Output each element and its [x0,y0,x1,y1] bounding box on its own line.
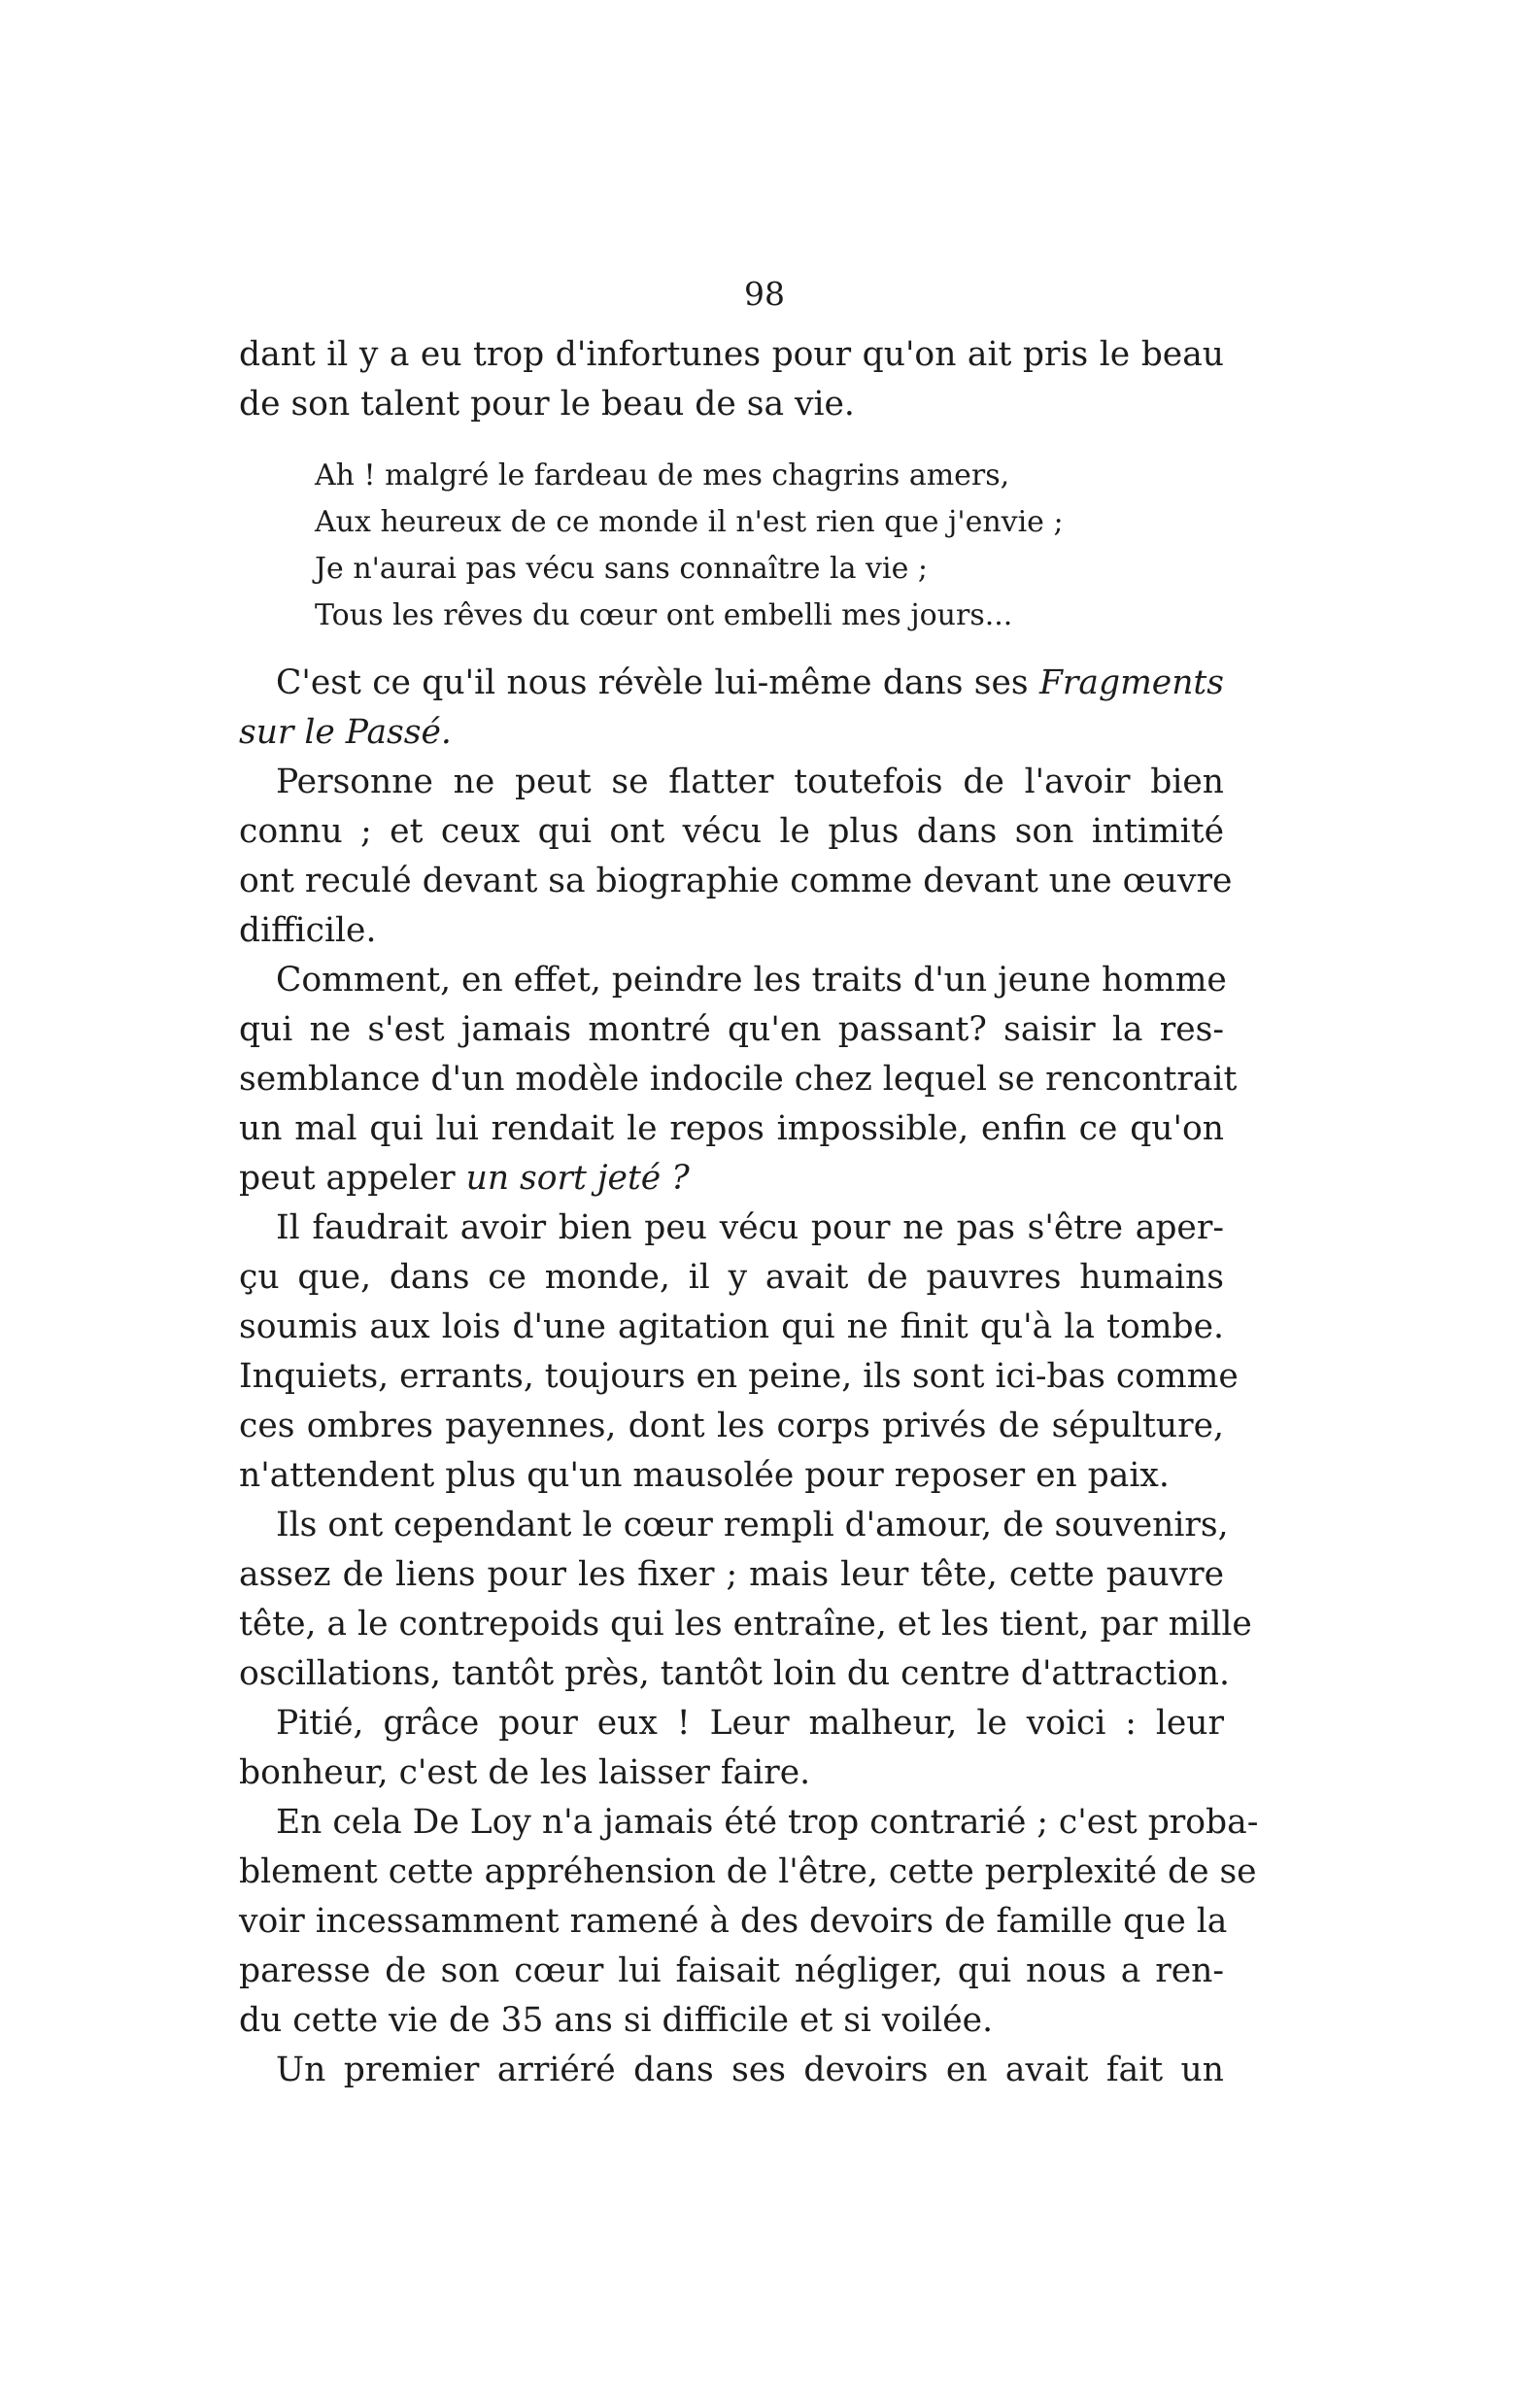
paragraph-pitie [239,1699,1224,1798]
page-number: 98 [744,275,785,313]
text-line: En cela De Loy n'a jamais été trop contrarié ; c'est proba- [276,1803,1259,1842]
paragraph-il-faudrait [239,1204,1239,1501]
text-line: Comment, en effet, peindre les traits d'un jeune homme [276,961,1227,1000]
paragraph-personne [239,758,1233,956]
text-line: Personne ne peut se flatter toutefois de l'avoir bien [276,763,1224,801]
text-line: bonheur, c'est de les laisser faire. [239,1753,811,1792]
text-line: oscillations, tantôt près, tantôt loin du centre d'attraction. [239,1654,1230,1693]
opening-paragraph [239,330,1224,429]
text-line: qui ne s'est jamais montré qu'en passant? saisir la res- [239,1010,1224,1049]
text-line: paresse de son cœur lui faisait négliger, qui nous a ren- [239,1951,1224,1990]
text-segment: C'est ce qu'il nous révèle lui-même dans ses [276,663,1029,702]
paragraph-fragments [239,659,1224,758]
text-line: ont reculé devant sa biographie comme devant une œuvre [239,862,1233,900]
text-line [239,1154,1224,1204]
text-line: blement cette appréhension de l'être, cette perplexité de se [239,1852,1257,1891]
text-line: Il faudrait avoir bien peu vécu pour ne pas s'être aper- [276,1208,1224,1247]
text-line: Pitié, grâce pour eux ! Leur malheur, le voici : leur [276,1704,1224,1743]
text-line: Ils ont cependant le cœur rempli d'amour, de souvenirs, [276,1506,1229,1544]
text-line: semblance d'un modèle indocile chez lequel se rencontrait [239,1060,1238,1099]
paragraph-un-premier [239,2046,1224,2095]
text-line: du cette vie de 35 ans si difficile et si voilée. [239,2001,994,2040]
poem-verse: Tous les rêves du cœur ont embelli mes jours... [315,598,1013,632]
text-line: de son talent pour le beau de sa vie. [239,385,855,424]
page-text [239,330,1259,2095]
poem-verse: Je n'aurai pas vécu sans connaître la vie ; [315,552,928,586]
text-line: difficile. [239,911,377,950]
text-line [239,659,1224,708]
paragraph-ils-ont [239,1501,1252,1699]
text-line: ces ombres payennes, dont les corps privés de sépulture, [239,1407,1224,1445]
poem-verse: Aux heureux de ce monde il n'est rien que j'envie ; [315,505,1064,539]
text-line: Inquiets, errants, toujours en peine, ils sont ici-bas comme [239,1357,1239,1396]
book-title-italic: Fragments [1038,663,1224,702]
italic-phrase: un sort jeté ? [465,1159,690,1198]
text-segment: peut appeler [239,1159,456,1198]
text-line: çu que, dans ce monde, il y avait de pauvres humains [239,1258,1224,1297]
text-line: soumis aux lois d'une agitation qui ne finit qu'à la tombe. [239,1307,1224,1346]
text-line: un mal qui lui rendait le repos impossible, enfin ce qu'on [239,1109,1224,1148]
poem-verse: Ah ! malgré le fardeau de mes chagrins amers, [315,458,1010,492]
poem-quotation [315,453,1224,639]
text-line: n'attendent plus qu'un mausolée pour reposer en paix. [239,1456,1170,1495]
text-line: Un premier arriéré dans ses devoirs en avait fait un [276,2051,1224,2089]
book-title-italic: sur le Passé. [239,713,452,752]
text-line: connu ; et ceux qui ont vécu le plus dans son intimité [239,812,1224,851]
paragraph-en-cela [239,1798,1259,2046]
text-line: dant il y a eu trop d'infortunes pour qu'on ait pris le beau [239,335,1224,374]
text-line: tête, a le contrepoids qui les entraîne, et les tient, par mille [239,1605,1252,1644]
text-line: voir incessamment ramené à des devoirs de famille que la [239,1902,1228,1941]
paragraph-comment [239,956,1238,1204]
text-line: assez de liens pour les fixer ; mais leur tête, cette pauvre [239,1555,1224,1594]
